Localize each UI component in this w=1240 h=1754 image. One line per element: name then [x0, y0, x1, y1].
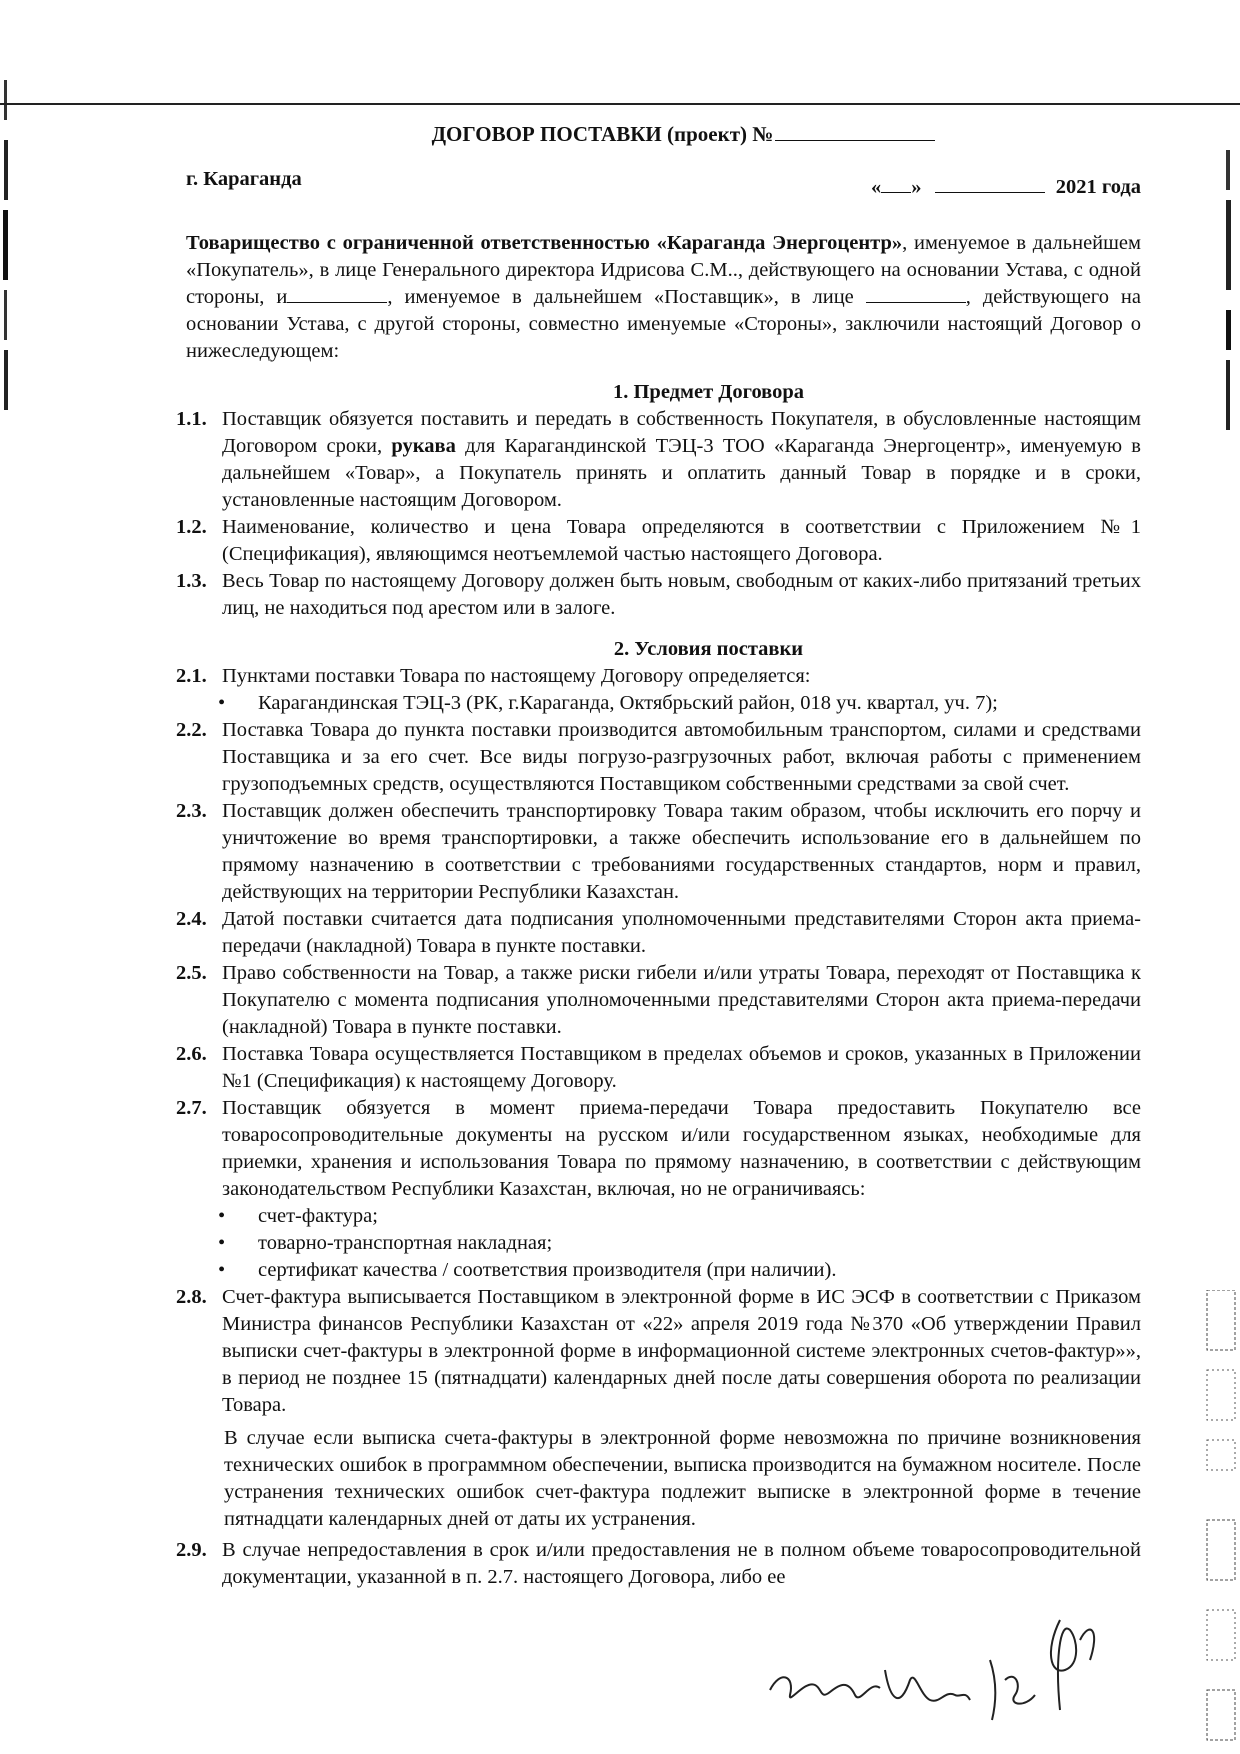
scan-edge-marks-right-lower — [1205, 1290, 1239, 1750]
bullet-icon: • — [218, 692, 226, 714]
bullet-text: товарно-транспортная накладная; — [258, 1232, 553, 1254]
handwritten-signatures — [760, 1600, 1160, 1740]
bullet-icon: • — [218, 1205, 226, 1227]
clause-number: 2.5. — [176, 962, 207, 984]
date-day-blank — [881, 174, 911, 193]
delivery-point-bullet — [186, 690, 1141, 717]
clause-text: Право собственности на Товар, а также риски гибели и/или утраты Товара, переходят от Поставщика к Покупателю с момента подписания уполномоченными представителями Сторон акта приема-передачи (накладной) Товара в пункте поставки. — [222, 962, 1141, 1038]
clause-text: Поставщик должен обеспечить транспортировку Товара таким образом, чтобы исключить его порчу и уничтожение во время транспортировки, а также обеспечить использование его в дальнейшем по прямому назначению в соответствии с требованиями государственных стандартов, норм и правил, действующих на территории Республики Казахстан. — [222, 800, 1141, 903]
clause-2-5 — [176, 960, 1141, 1041]
date-quote-close: » — [911, 176, 922, 198]
clause-number: 2.1. — [176, 665, 207, 687]
contract-date — [871, 174, 1141, 201]
clause-text: В случае непредоставления в срок и/или предоставления не в полном объеме товаросопроводительной документации, указанной в п. 2.7. настоящего Договора, либо ее — [222, 1539, 1141, 1588]
clause-text: Поставщик обязуется поставить и передать в собственность Покупателя, в обусловленные настоящим Договором сроки, — [222, 408, 1141, 457]
document-bullet — [186, 1257, 1141, 1284]
preamble-part-1: , именуемое в дальнейшем «Покупатель», в лице Генерального директора Идрисова С.М.., действующего на основании Устава, с одной стороны, и — [186, 232, 1141, 308]
clause-1-2 — [176, 514, 1141, 568]
buyer-company-name: Товарищество с ограниченной ответственностью «Караганда Энергоцентр» — [186, 232, 903, 254]
supplier-rep-blank — [866, 284, 966, 303]
clause-2-9 — [176, 1537, 1141, 1591]
city-date-line — [186, 166, 1141, 200]
contract-body — [176, 115, 1141, 1591]
clause-number: 1.3. — [176, 570, 207, 592]
clause-text: Пунктами поставки Товара по настоящему Договору определяется: — [222, 665, 811, 687]
bullet-icon: • — [218, 1259, 226, 1281]
clause-number: 2.3. — [176, 800, 207, 822]
clause-text: Поставщик обязуется в момент приема-передачи Товара предоставить Покупателю все товаросопроводительные документы на русском и/или государственном языках, необходимые для приемки, хранения и использования Товара по прямому назначению, в соответствии с действующим законодательством Республики Казахстан, включая, но не ограничиваясь: — [222, 1097, 1141, 1200]
clause-number: 1.1. — [176, 408, 207, 430]
clause-number: 2.9. — [176, 1539, 207, 1561]
header-rule — [0, 103, 1240, 105]
bullet-text: Карагандинская ТЭЦ-3 (РК, г.Караганда, Октябрьский район, 018 уч. квартал, уч. 7); — [258, 692, 998, 714]
bullet-text: сертификат качества / соответствия производителя (при наличии). — [258, 1259, 837, 1281]
bullet-text: счет-фактура; — [258, 1205, 378, 1227]
clause-2-8 — [176, 1284, 1141, 1419]
city: г. Караганда — [186, 168, 302, 190]
clause-1-1 — [176, 406, 1141, 514]
scan-edge-marks-left — [0, 60, 14, 420]
clause-number: 2.2. — [176, 719, 207, 741]
clause-2-3 — [176, 798, 1141, 906]
clause-2-7 — [176, 1095, 1141, 1203]
clause-number: 1.2. — [176, 516, 207, 538]
preamble-part-3: , действующего на основании Устава, с другой стороны, совместно именуемые «Стороны», заключили настоящий Договор о нижеследующем: — [186, 286, 1141, 362]
bullet-icon: • — [218, 1232, 226, 1254]
date-month-blank — [935, 174, 1045, 193]
document-title — [226, 121, 1141, 148]
document-bullet — [186, 1203, 1141, 1230]
clause-2-4 — [176, 906, 1141, 960]
clause-text: Весь Товар по настоящему Договору должен быть новым, свободным от каких-либо притязаний третьих лиц, не находиться под арестом или в залоге. — [222, 570, 1141, 619]
clause-bold-text: рукава — [391, 435, 456, 457]
clause-text: Датой поставки считается дата подписания уполномоченными представителями Сторон акта приема-передачи (накладной) Товара в пункте поставки. — [222, 908, 1141, 957]
clause-1-3 — [176, 568, 1141, 622]
clause-number: 2.7. — [176, 1097, 207, 1119]
preamble-part-2: , именуемое в дальнейшем «Поставщик», в лице — [387, 286, 854, 308]
document-bullet — [186, 1230, 1141, 1257]
clause-text: Поставка Товара осуществляется Поставщиком в пределах объемов и сроков, указанных в Приложении №1 (Спецификация) к настоящему Договору. — [222, 1043, 1141, 1092]
supplier-name-blank — [287, 284, 387, 303]
contract-number-blank — [775, 122, 935, 141]
clause-number: 2.8. — [176, 1286, 207, 1308]
document-title-text: ДОГОВОР ПОСТАВКИ (проект) № — [431, 122, 774, 146]
clause-2-1 — [176, 663, 1141, 690]
preamble — [186, 230, 1141, 365]
clause-number: 2.6. — [176, 1043, 207, 1065]
date-quote-open: « — [871, 176, 882, 198]
clause-text: Наименование, количество и цена Товара определяются в соответствии с Приложением №1 (Спецификация), являющимся неотъемлемой частью настоящего Договора. — [222, 516, 1141, 565]
clause-text: Счет-фактура выписывается Поставщиком в электронной форме в ИС ЭСФ в соответствии с Приказом Министра финансов Республики Казахстан от «22» апреля 2019 года №370 «Об утверждении Правил выписки счет-фактуры в электронной форме в информационной системе электронных счетов-фактур»», в период не позднее 15 (пятнадцати) календарных дней после даты совершения оборота по реализации Товара. — [222, 1286, 1141, 1416]
clause-text: Поставка Товара до пункта поставки производится автомобильным транспортом, силами и средствами Поставщика и за его счет. Все виды погрузо-разгрузочных работ, включая работы с применением грузоподъемных средств, осуществляются Поставщиком собственными средствами за свой счет. — [222, 719, 1141, 795]
clause-text: для Карагандинской ТЭЦ-3 ТОО «Караганда Энергоцентр», именуемую в дальнейшем «Товар», а Покупатель принять и оплатить данный Товар в порядке и в сроки, установленные настоящим Договором. — [222, 435, 1141, 511]
clause-2-8-paragraph: В случае если выписка счета-фактуры в электронной форме невозможна по причине возникновения технических ошибок в программном обеспечении, выписка производится на бумажном носителе. После устранения технических ошибок счет-фактура подлежит выписке в электронной форме в течение пятнадцати календарных дней от даты их устранения. — [224, 1427, 1141, 1530]
section-1-heading: 1. Предмет Договора — [612, 381, 805, 403]
section-2-heading: 2. Условия поставки — [613, 638, 804, 660]
clause-2-2 — [176, 717, 1141, 798]
date-year: 2021 года — [1055, 176, 1141, 198]
clause-2-6 — [176, 1041, 1141, 1095]
scan-edge-marks-right — [1222, 140, 1238, 440]
clause-number: 2.4. — [176, 908, 207, 930]
